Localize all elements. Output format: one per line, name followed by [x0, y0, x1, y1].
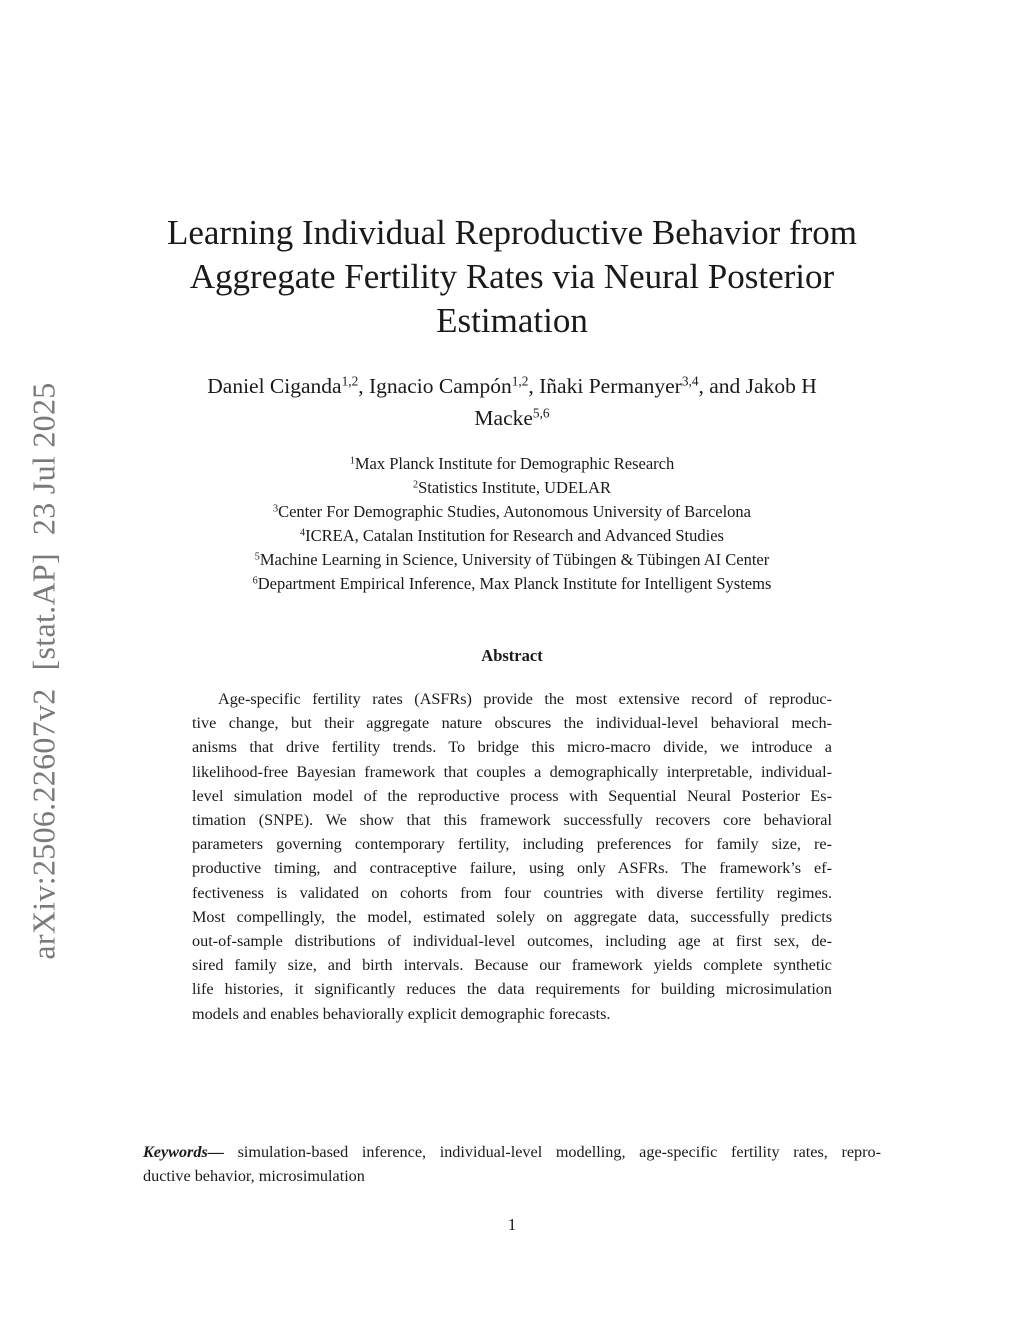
- author-affiliation-marker: 1,2: [341, 373, 359, 389]
- affiliation-text: Department Empirical Inference, Max Planck Institute for Intelligent Systems: [257, 574, 772, 593]
- keywords-line-2: ductive behavior, microsimulation: [143, 1167, 365, 1185]
- arxiv-identifier-stamp[interactable]: [26, 364, 63, 959]
- abstract-heading: Abstract: [481, 646, 543, 665]
- keywords-label: Keywords—: [143, 1143, 224, 1161]
- affiliation: [130, 548, 894, 572]
- author-separator: ,: [358, 374, 370, 398]
- abstract-line: Age-specific fertility rates (ASFRs) provide the most extensive record of reproduc-: [218, 690, 832, 708]
- affiliation-marker: 3: [272, 503, 279, 515]
- author-name: Ignacio Campón: [369, 374, 512, 398]
- affiliation: [130, 452, 894, 476]
- title-line: Estimation: [436, 301, 588, 340]
- abstract-line: life histories, it significantly reduces the data requirements for building microsimulation: [192, 980, 832, 999]
- author-affiliation-marker: 1,2: [511, 373, 529, 389]
- author-separator-and: , and Jakob H: [698, 374, 817, 398]
- author-line-2: [130, 402, 894, 434]
- keywords-text: simulation-based inference, individual-level modelling, age-specific fertility rates, repro-: [223, 1143, 881, 1161]
- affiliation-marker: 4: [300, 527, 306, 539]
- affiliation-text: Machine Learning in Science, University of Tübingen & Tübingen AI Center: [259, 550, 770, 569]
- keywords-line-1: [143, 1140, 881, 1164]
- author-name: Daniel Ciganda: [207, 374, 342, 398]
- abstract-line: fectiveness is validated on cohorts from four countries with diverse fertility regimes.: [192, 883, 832, 902]
- abstract-line: anisms that drive fertility trends. To bridge this micro-macro divide, we introduce a: [192, 738, 832, 757]
- abstract-line: likelihood-free Bayesian framework that couples a demographically interpretable, individual-: [192, 762, 832, 781]
- arxiv-date: 23 Jul 2025: [25, 382, 62, 536]
- abstract-line: level simulation model of the reproductive process with Sequential Neural Posterior Es-: [192, 786, 832, 805]
- affiliation-marker: 5: [254, 551, 260, 563]
- page-number: 1: [507, 1215, 517, 1234]
- affiliation: [130, 476, 894, 500]
- author-separator: ,: [528, 374, 540, 398]
- author-name: Iñaki Permanyer: [539, 374, 682, 398]
- author-affiliation-marker: 5,6: [532, 405, 550, 421]
- abstract-body: [192, 687, 832, 1026]
- abstract-line: productive timing, and contraceptive failure, using only ASFRs. The framework’s ef-: [192, 859, 832, 878]
- affiliation: [130, 500, 894, 524]
- affiliation-marker: 6: [252, 575, 258, 587]
- affiliation-marker: 1: [349, 455, 355, 467]
- author-affiliation-marker: 3,4: [681, 373, 699, 389]
- affiliation-text: Center For Demographic Studies, Autonomous University of Barcelona: [278, 502, 752, 521]
- abstract-line: out-of-sample distributions of individual-level outcomes, including age at first sex, de-: [192, 932, 832, 951]
- affiliation-text: ICREA, Catalan Institution for Research and Advanced Studies: [305, 526, 724, 545]
- abstract-line: Most compellingly, the model, estimated solely on aggregate data, successfully predicts: [192, 907, 832, 926]
- affiliation: [130, 524, 894, 548]
- abstract-line: sired family size, and birth intervals. Because our framework yields complete synthetic: [192, 956, 832, 975]
- author-name: Macke: [474, 406, 533, 430]
- abstract-line: tive change, but their aggregate nature obscures the individual-level behavioral mech-: [192, 714, 832, 733]
- arxiv-category: [stat.AP]: [25, 553, 62, 671]
- author-list: [130, 370, 894, 434]
- affiliation-text: Max Planck Institute for Demographic Research: [354, 454, 675, 473]
- abstract-line: parameters governing contemporary fertility, including preferences for family size, re-: [192, 835, 832, 854]
- affiliation-marker: 2: [412, 479, 419, 491]
- affiliation-list: [130, 452, 894, 596]
- affiliation: [130, 572, 894, 596]
- title-line: Aggregate Fertility Rates via Neural Posterior: [189, 257, 835, 296]
- keywords-block: [143, 1140, 881, 1188]
- affiliation-text: Statistics Institute, UDELAR: [418, 478, 612, 497]
- abstract-line: timation (SNPE). We show that this framework successfully recovers core behavioral: [192, 811, 832, 830]
- abstract-line: models and enables behaviorally explicit demographic forecasts.: [192, 1004, 611, 1023]
- paper-title: [130, 211, 894, 343]
- arxiv-id: arXiv:2506.22607v2: [25, 688, 62, 960]
- author-line-1: [130, 370, 894, 402]
- title-line: Learning Individual Reproductive Behavior from: [166, 213, 858, 252]
